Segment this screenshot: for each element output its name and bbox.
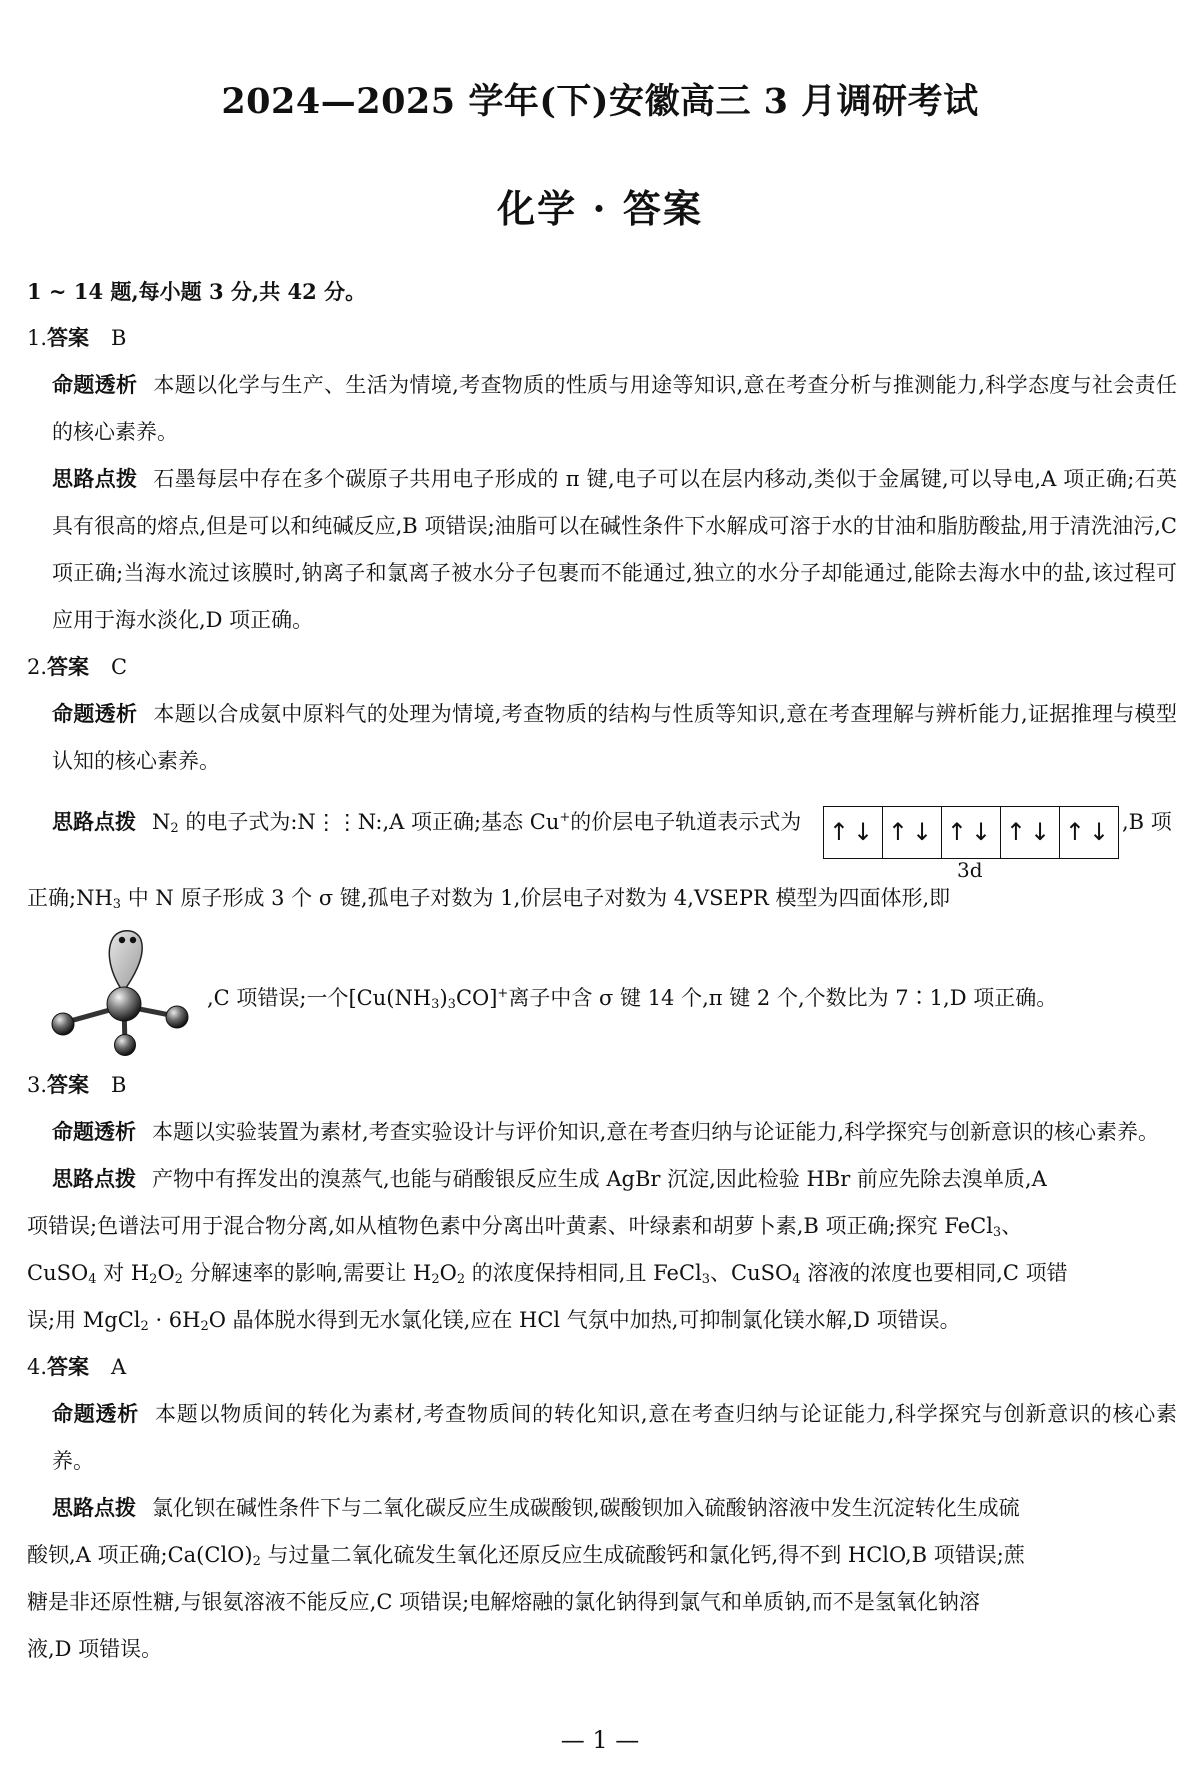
question-3-analysis-line1 [27,1156,1177,1203]
answer-content [27,268,1177,1673]
subscript: 3 [431,997,440,1012]
analysis-text: 氯化钡在碱性条件下与二氧化碳反应生成碳酸钡,碳酸钡加入硫酸钠溶液中发生沉淀转化生成硫 [152,1496,1020,1520]
question-2-analysis-row3 [27,922,1177,1062]
analysis-text: ) [439,986,448,1010]
subscript: 2 [174,1272,183,1287]
hydrogen-atom [166,1006,188,1028]
answer-label: 答案 [47,1073,90,1097]
analysis-text: 项错误;色谱法可用于混合物分离,如从植物色素中分离出叶黄素、叶绿素和胡萝卜素,B 项正确;探究 FeCl [27,1214,993,1238]
lone-pair-lobe [109,931,142,992]
intent-label: 命题透析 [52,373,138,397]
analysis-text: 的浓度保持相同,且 FeCl [471,1261,702,1285]
question-number: 4. [27,1355,48,1379]
subscript: 2 [140,1319,149,1334]
score-note: 1 ~ 14 题,每小题 3 分,共 42 分。 [27,279,367,304]
intent-text: 本题以合成氨中原料气的处理为情境,考查物质的结构与性质等知识,意在考查理解与辨析能力,证据推理与模型认知的核心素养。 [52,702,1177,773]
intent-label: 命题透析 [52,702,138,726]
analysis-text: · 6H [155,1308,201,1332]
analysis-text: O 晶体脱水得到无水氯化镁,应在 HCl 气氛中加热,可抑制氯化镁水解,D 项错误。 [208,1308,961,1332]
hydrogen-atom [115,1035,136,1056]
formula-n: N [152,810,171,834]
analysis-label: 思路点拨 [52,810,136,834]
question-number: 1. [27,326,48,350]
answer-value: A [111,1355,127,1379]
question-1-intent [27,362,1177,456]
analysis-text: CO] [455,986,498,1010]
subscript: 2 [456,1272,466,1287]
analysis-label: 思路点拨 [52,467,138,491]
subscript: 2 [252,1554,261,1569]
subject-title: 化学 · 答案 [497,186,703,231]
question-4-analysis-line1 [27,1485,1177,1532]
analysis-text: ,B 项 [1122,810,1172,834]
intent-text: 本题以物质间的转化为素材,考查物质间的转化知识,意在考查归纳与论证能力,科学探究与创新意识的核心素养。 [52,1402,1177,1473]
analysis-text: 酸钡,A 项正确;Ca(ClO) [27,1543,253,1567]
question-3-analysis-line4 [27,1297,1177,1344]
orbital-box: ↑↓ [824,807,883,858]
analysis-label: 思路点拨 [52,1496,136,1520]
question-3-answer [27,1062,1177,1109]
question-2-analysis-row1 [27,785,1177,882]
question-3-analysis-line3 [27,1250,1177,1297]
question-4-analysis-line3: 糖是非还原性糖,与银氨溶液不能反应,C 项错误;电解熔融的氯化钠得到氯气和单质钠,而不是氢氧化钠溶 [27,1590,980,1614]
analysis-text: 对 H [103,1261,150,1285]
question-2-analysis-row2 [27,875,1177,922]
orbital-box: ↑↓ [1064,818,1114,846]
intent-text: 本题以实验装置为素材,考查实验设计与评价知识,意在考查归纳与论证能力,科学探究与创新意识的核心素养。 [152,1120,1160,1144]
subscript: 2 [200,1319,209,1334]
analysis-text: 溶液的浓度也要相同,C 项错 [807,1261,1068,1285]
subscript: 3 [447,997,456,1012]
central-atom [107,987,141,1021]
question-4-analysis-line2 [27,1532,1177,1579]
analysis-text: 正确;NH [27,886,113,910]
analysis-text: O [157,1261,175,1285]
analysis-text: 的电子式为:N⋮⋮N:,A 项正确;基态 Cu [185,810,560,834]
subscript: 3 [112,897,122,912]
question-2-intent [27,691,1177,785]
answer-label: 答案 [47,655,90,679]
analysis-text: 离子中含 σ 键 14 个,π 键 2 个,个数比为 7∶1,D 项正确。 [508,986,1058,1010]
exam-title: 2024—2025 学年(下)安徽高三 3 月调研考试 [221,81,979,122]
question-number: 2. [27,655,48,679]
question-1-analysis [27,456,1177,644]
question-4-intent [27,1391,1177,1485]
analysis-text: O [439,1261,457,1285]
subscript: 3 [701,1272,711,1287]
subscript: 2 [149,1272,158,1287]
question-number: 3. [27,1073,48,1097]
analysis-label: 思路点拨 [52,1167,136,1191]
analysis-text: 石墨每层中存在多个碳原子共用电子形成的 π 键,电子可以在层内移动,类似于金属键,可以导电,A 项正确;石英具有很高的熔点,但是可以和纯碱反应,B 项错误;油脂可以在碱性条件下水解成可溶于水的甘油和脂肪酸盐,用于清洗油污,C 项正确;当海水流过该膜时,钠离子和氯离子被水分子包裹而不能通过,独立的水分子却能通过,能除去海水中的盐,该过程可应用于海水淡化,D 项正确。 [52,467,1178,632]
question-4-answer [27,1344,1177,1391]
intent-text: 本题以化学与生产、生活为情境,考查物质的性质与用途等知识,意在考查分析与推测能力,科学态度与社会责任的核心素养。 [52,373,1177,444]
analysis-line [207,975,1057,1022]
analysis-text: 的价层电子轨道表示式为 [570,810,802,834]
electron-dot [119,937,125,943]
orbital-label: 3d [957,858,983,882]
answer-value: B [111,326,127,350]
question-3-intent [27,1109,1177,1156]
subscript: 4 [792,1272,801,1287]
question-3-analysis-line2 [27,1203,1177,1250]
analysis-text: 分解速率的影响,需要让 H [189,1261,432,1285]
analysis-text: 与过量二氧化硫发生氧化还原反应生成硫酸钙和氯化钙,得不到 HClO,B 项错误;蔗 [267,1543,1025,1567]
superscript: + [559,810,571,825]
intent-label: 命题透析 [52,1120,136,1144]
answer-label: 答案 [47,1355,90,1379]
analysis-text: 产物中有挥发出的溴蒸气,也能与硝酸银反应生成 AgBr 沉淀,因此检验 HBr 前应先除去溴单质,A [152,1167,1047,1191]
answer-value: C [111,655,128,679]
page-number: — 1 — [560,1726,640,1754]
orbital-box: ↑↓ [942,807,1001,858]
question-2-answer [27,644,1177,691]
hydrogen-atom [52,1013,74,1035]
answer-label: 答案 [47,326,90,350]
analysis-text: ,C 项错误;一个[Cu(NH [207,986,432,1010]
answer-value: B [111,1073,127,1097]
question-4-analysis-line4: 液,D 项错误。 [27,1637,163,1661]
vsepr-tetrahedral-molecule [47,928,197,1058]
subscript: 3 [992,1225,1002,1240]
analysis-text: 、CuSO [710,1261,793,1285]
subscript: 4 [88,1272,97,1287]
superscript: + [497,986,509,1001]
orbital-diagram [823,806,1119,859]
orbital-box: ↑↓ [1001,807,1060,858]
intent-label: 命题透析 [52,1402,139,1426]
analysis-text: CuSO [27,1261,89,1285]
electron-dot [130,937,136,943]
orbital-box: ↑↓ [883,807,942,858]
analysis-text: 、 [1001,1214,1023,1238]
subscript: 2 [170,821,179,836]
subscript: 2 [431,1272,440,1287]
analysis-text: 中 N 原子形成 3 个 σ 键,孤电子对数为 1,价层电子对数为 4,VSEPR 模型为四面体形,即 [127,886,951,910]
analysis-text: 误;用 MgCl [27,1308,141,1332]
question-1-answer [27,315,1177,362]
analysis-line [52,799,801,846]
